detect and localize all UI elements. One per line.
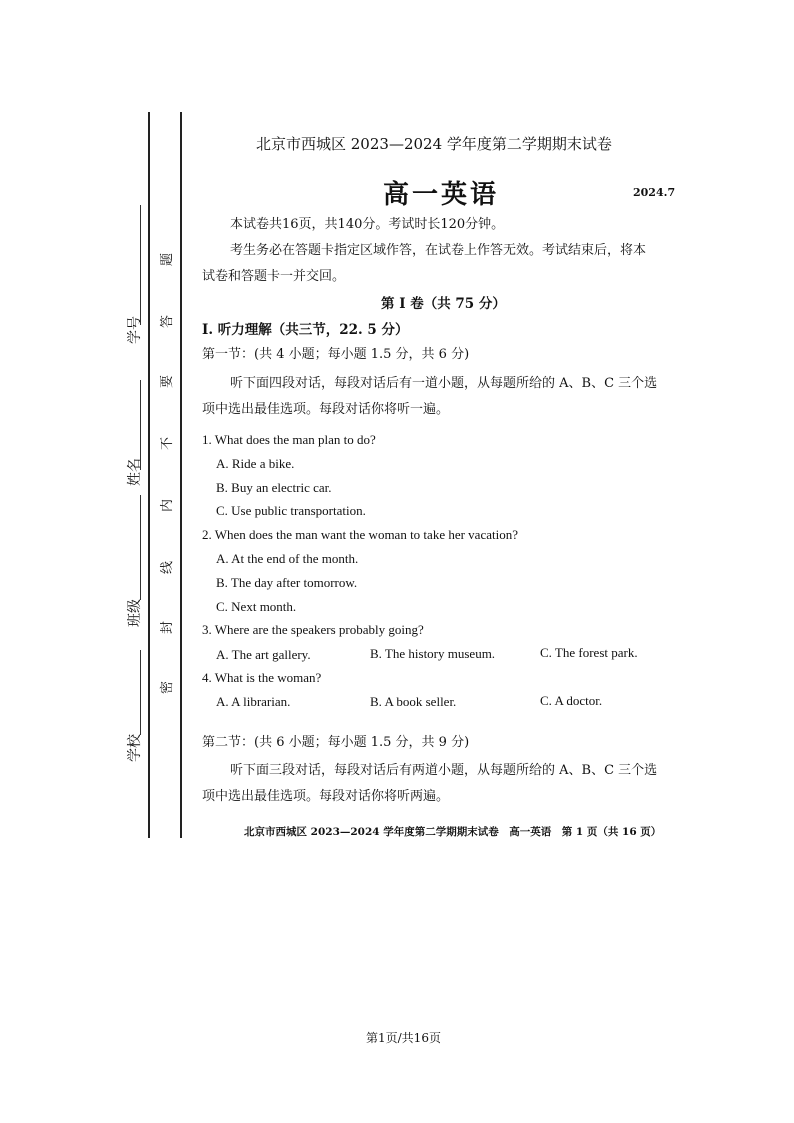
binding-warning-char: 要 xyxy=(160,374,176,389)
question-3-option-c: C. The forest park. xyxy=(540,645,638,660)
question-3-stem: 3. Where are the speakers probably going? xyxy=(202,622,424,637)
binding-warning-char: 答 xyxy=(160,314,176,329)
binding-inner-line xyxy=(180,112,182,838)
class-label: 班级 xyxy=(127,599,143,627)
question-1-stem: 1. What does the man plan to do? xyxy=(202,432,376,447)
question-2-stem: 2. When does the man want the woman to take her vacation? xyxy=(202,527,518,542)
binding-outer-line xyxy=(148,112,150,838)
question-1-option-c: C. Use public transportation. xyxy=(216,503,366,518)
question-4-stem: 4. What is the woman? xyxy=(202,670,322,685)
section-title: I. 听力理解（共三节，22. 5 分） xyxy=(202,322,409,338)
question-1-option-b: B. Buy an electric car. xyxy=(216,480,332,495)
subsection-1-title: 第一节：(共 4 小题；每小题 1.5 分，共 6 分) xyxy=(202,347,470,362)
exam-date: 2024.7 xyxy=(633,186,676,199)
binding-warning-char: 封 xyxy=(160,620,176,635)
exam-title: 北京市西城区 2023—2024 学年度第二学期期末试卷 xyxy=(256,135,612,153)
running-footer: 北京市西城区 2023—2024 学年度第二学期期末试卷 高一英语 第 1 页（共 16 页） xyxy=(244,826,662,838)
question-1-option-a: A. Ride a bike. xyxy=(216,456,295,471)
student-id-blank[interactable] xyxy=(140,205,141,325)
question-3-option-b: B. The history museum. xyxy=(370,646,496,661)
school-label: 学校 xyxy=(127,734,143,762)
question-2-option-c: C. Next month. xyxy=(216,599,297,614)
binding-warning-char: 题 xyxy=(160,252,176,267)
page-counter: 第1页/共16页 xyxy=(366,1031,441,1045)
name-blank[interactable] xyxy=(140,380,141,470)
subject-title: 高一英语 xyxy=(383,180,500,210)
question-4-option-c: C. A doctor. xyxy=(540,693,603,708)
volume-heading: 第 I 卷（共 75 分） xyxy=(381,296,506,312)
binding-warning-char: 不 xyxy=(160,436,176,451)
intro-line-2a: 考生务必在答题卡指定区域作答，在试卷上作答无效。考试结束后，将本 xyxy=(230,243,647,258)
subsection-2-instructions-a: 听下面三段对话，每段对话后有两道小题，从每题所给的 A、B、C 三个选 xyxy=(230,763,658,778)
name-label: 姓名 xyxy=(127,458,143,486)
binding-warning-char: 密 xyxy=(160,680,176,695)
student-id-label: 学号 xyxy=(127,316,143,344)
subsection-1-instructions-b: 项中选出最佳选项。每段对话你将听一遍。 xyxy=(202,402,450,417)
binding-warning-char: 内 xyxy=(160,498,176,513)
binding-warning-char: 线 xyxy=(160,560,176,575)
subsection-1-instructions-a: 听下面四段对话，每段对话后有一道小题，从每题所给的 A、B、C 三个选 xyxy=(230,376,658,391)
intro-line-1: 本试卷共16页，共140分。考试时长120分钟。 xyxy=(230,217,505,232)
school-blank[interactable] xyxy=(140,650,141,735)
question-4-option-b: B. A book seller. xyxy=(370,694,457,709)
question-4-option-a: A. A librarian. xyxy=(216,694,291,709)
subsection-2-title: 第二节：(共 6 小题；每小题 1.5 分，共 9 分) xyxy=(202,735,470,750)
question-2-option-a: A. At the end of the month. xyxy=(216,551,359,566)
question-3-option-a: A. The art gallery. xyxy=(216,647,311,662)
question-2-option-b: B. The day after tomorrow. xyxy=(216,575,358,590)
intro-line-2b: 试卷和答题卡一并交回。 xyxy=(202,269,346,284)
subsection-2-instructions-b: 项中选出最佳选项。每段对话你将听两遍。 xyxy=(202,789,450,804)
class-blank[interactable] xyxy=(140,495,141,600)
